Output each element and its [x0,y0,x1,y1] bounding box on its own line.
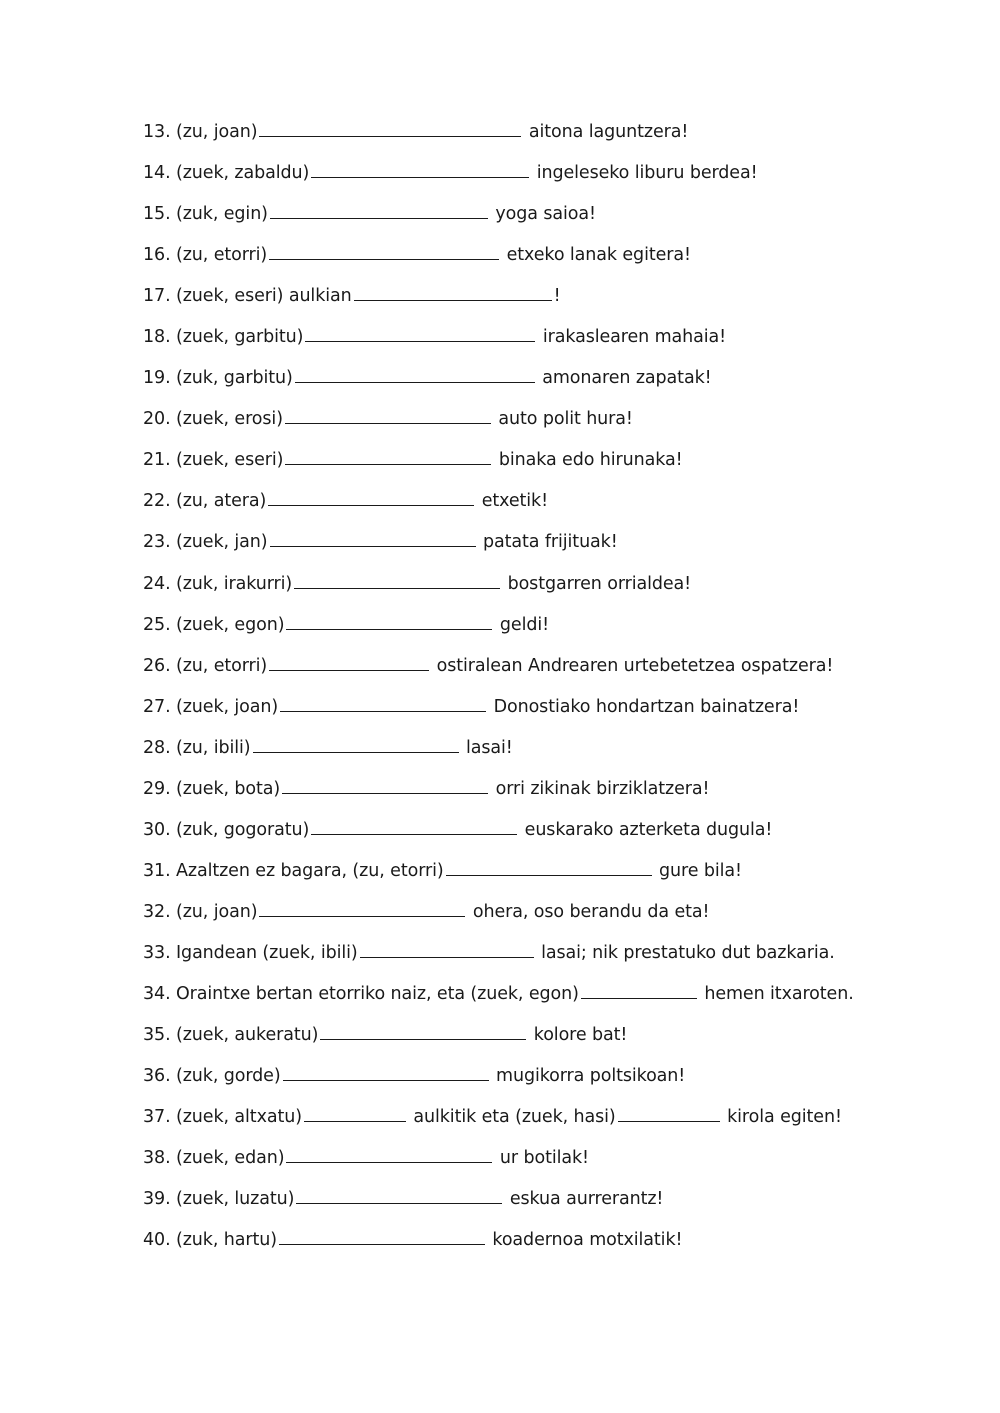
item-text: koadernoa motxilatik! [486,1230,683,1251]
item-text: orri zikinak birziklatzera! [490,778,710,799]
answer-blank[interactable] [294,570,500,589]
item-text: 22. (zu, atera) [143,491,267,512]
answer-blank[interactable] [259,898,465,917]
item-text: 18. (zuek, garbitu) [143,327,304,348]
item-text: 40. (zuk, hartu) [143,1230,277,1251]
item-text: 23. (zuek, jan) [143,532,268,553]
item-text: ! [553,286,561,307]
item-text: 13. (zu, joan) [143,122,258,142]
item-text: gure bila! [653,860,742,881]
item-text: 27. (zuek, joan) [143,696,279,717]
item-text: auto polit hura! [492,409,633,430]
exercise-item [143,1185,923,1226]
item-text: eskua aurrerantz! [504,1189,664,1210]
item-text: patata frijituak! [477,532,618,553]
exercise-item [143,1062,923,1103]
exercise-item [143,241,923,282]
exercise-item [143,282,923,323]
item-text: 37. (zuek, altxatu) [143,1107,302,1128]
answer-blank[interactable] [279,1226,485,1245]
answer-blank[interactable] [283,1062,489,1081]
exercise-item [143,323,923,364]
item-text: 31. Azaltzen ez bagara, (zu, etorri) [143,860,444,881]
item-text: 33. Igandean (zuek, ibili) [143,942,358,963]
item-text: 17. (zuek, eseri) aulkian [143,286,352,307]
exercise-item [143,446,923,487]
exercise-item [143,570,923,611]
exercise-item [143,528,923,569]
exercise-item [143,611,923,652]
exercise-item [143,405,923,446]
answer-blank[interactable] [270,528,476,547]
item-text: 38. (zuek, edan) [143,1148,285,1169]
exercise-item [143,159,923,200]
answer-blank[interactable] [304,1103,406,1122]
answer-blank[interactable] [268,487,474,506]
answer-blank[interactable] [618,1103,720,1122]
answer-blank[interactable] [354,282,552,301]
answer-blank[interactable] [253,734,459,753]
item-text: binaka edo hirunaka! [493,450,683,471]
item-text: 32. (zu, joan) [143,901,258,922]
item-text: hemen itxaroten. [698,983,854,1004]
item-text: euskarako azterketa dugula! [519,819,773,840]
answer-blank[interactable] [286,611,492,630]
exercise-item [143,939,923,980]
item-text: 29. (zuek, bota) [143,778,281,799]
answer-blank[interactable] [280,693,486,712]
item-text: 20. (zuek, erosi) [143,409,283,430]
exercise-item [143,857,923,898]
item-text: 36. (zuk, gorde) [143,1066,281,1087]
answer-blank[interactable] [282,775,488,794]
answer-blank[interactable] [360,939,534,958]
answer-blank[interactable] [269,241,499,260]
exercise-item [143,1103,923,1144]
answer-blank[interactable] [296,1185,502,1204]
item-text: mugikorra poltsikoan! [490,1066,686,1087]
item-text: bostgarren orrialdea! [502,573,692,594]
item-text: ur botilak! [494,1148,589,1169]
exercise-item [143,364,923,405]
item-text: yoga saioa! [489,204,596,225]
item-text: 21. (zuek, eseri) [143,450,284,471]
answer-blank[interactable] [320,1021,526,1040]
item-text: kirola egiten! [721,1107,842,1128]
answer-blank[interactable] [286,1144,492,1163]
item-text: 24. (zuk, irakurri) [143,573,293,594]
exercise-item [143,816,923,857]
exercise-sheet [143,118,923,1267]
item-text: aitona laguntzera! [523,122,689,142]
item-text: geldi! [494,614,550,635]
item-text: lasai; nik prestatuko dut bazkaria. [535,942,835,963]
item-text: kolore bat! [528,1025,628,1046]
answer-blank[interactable] [446,857,652,876]
exercise-item [143,487,923,528]
item-text: 16. (zu, etorri) [143,245,268,266]
answer-blank[interactable] [270,200,488,219]
exercise-item [143,118,923,159]
exercise-item [143,1144,923,1185]
answer-blank[interactable] [581,980,697,999]
item-text: 26. (zu, etorri) [143,655,268,676]
item-text: 30. (zuk, gogoratu) [143,819,310,840]
answer-blank[interactable] [259,118,521,137]
item-text: 28. (zu, ibili) [143,737,251,758]
item-text: Donostiako hondartzan bainatzera! [488,696,800,717]
exercise-item [143,980,923,1021]
item-text: ingeleseko liburu berdea! [531,163,758,184]
item-text: 34. Oraintxe bertan etorriko naiz, eta (zuek, egon) [143,983,579,1004]
item-text: 14. (zuek, zabaldu) [143,163,310,184]
item-text: etxeko lanak egitera! [501,245,691,266]
item-text: amonaren zapatak! [536,368,712,389]
answer-blank[interactable] [285,405,491,424]
item-text: 35. (zuek, aukeratu) [143,1025,319,1046]
exercise-item [143,775,923,816]
item-text: 15. (zuk, egin) [143,204,268,225]
item-text: 19. (zuk, garbitu) [143,368,293,389]
exercise-item [143,693,923,734]
answer-blank[interactable] [305,323,535,342]
item-text: ohera, oso berandu da eta! [467,901,710,922]
answer-blank[interactable] [311,816,517,835]
item-text: lasai! [460,737,513,758]
exercise-item [143,1021,923,1062]
exercise-item [143,898,923,939]
item-text: 25. (zuek, egon) [143,614,285,635]
answer-blank[interactable] [311,159,529,178]
answer-blank[interactable] [295,364,535,383]
item-text: 39. (zuek, luzatu) [143,1189,295,1210]
exercise-item [143,200,923,241]
exercise-item [143,1226,923,1267]
item-text: etxetik! [476,491,548,512]
item-text: ostiralean Andrearen urtebetetzea ospatzera! [431,655,834,676]
exercise-item [143,734,923,775]
answer-blank[interactable] [269,652,429,671]
exercise-item [143,652,923,693]
item-text: irakaslearen mahaia! [537,327,727,348]
item-text: aulkitik eta (zuek, hasi) [407,1107,616,1128]
answer-blank[interactable] [285,446,491,465]
